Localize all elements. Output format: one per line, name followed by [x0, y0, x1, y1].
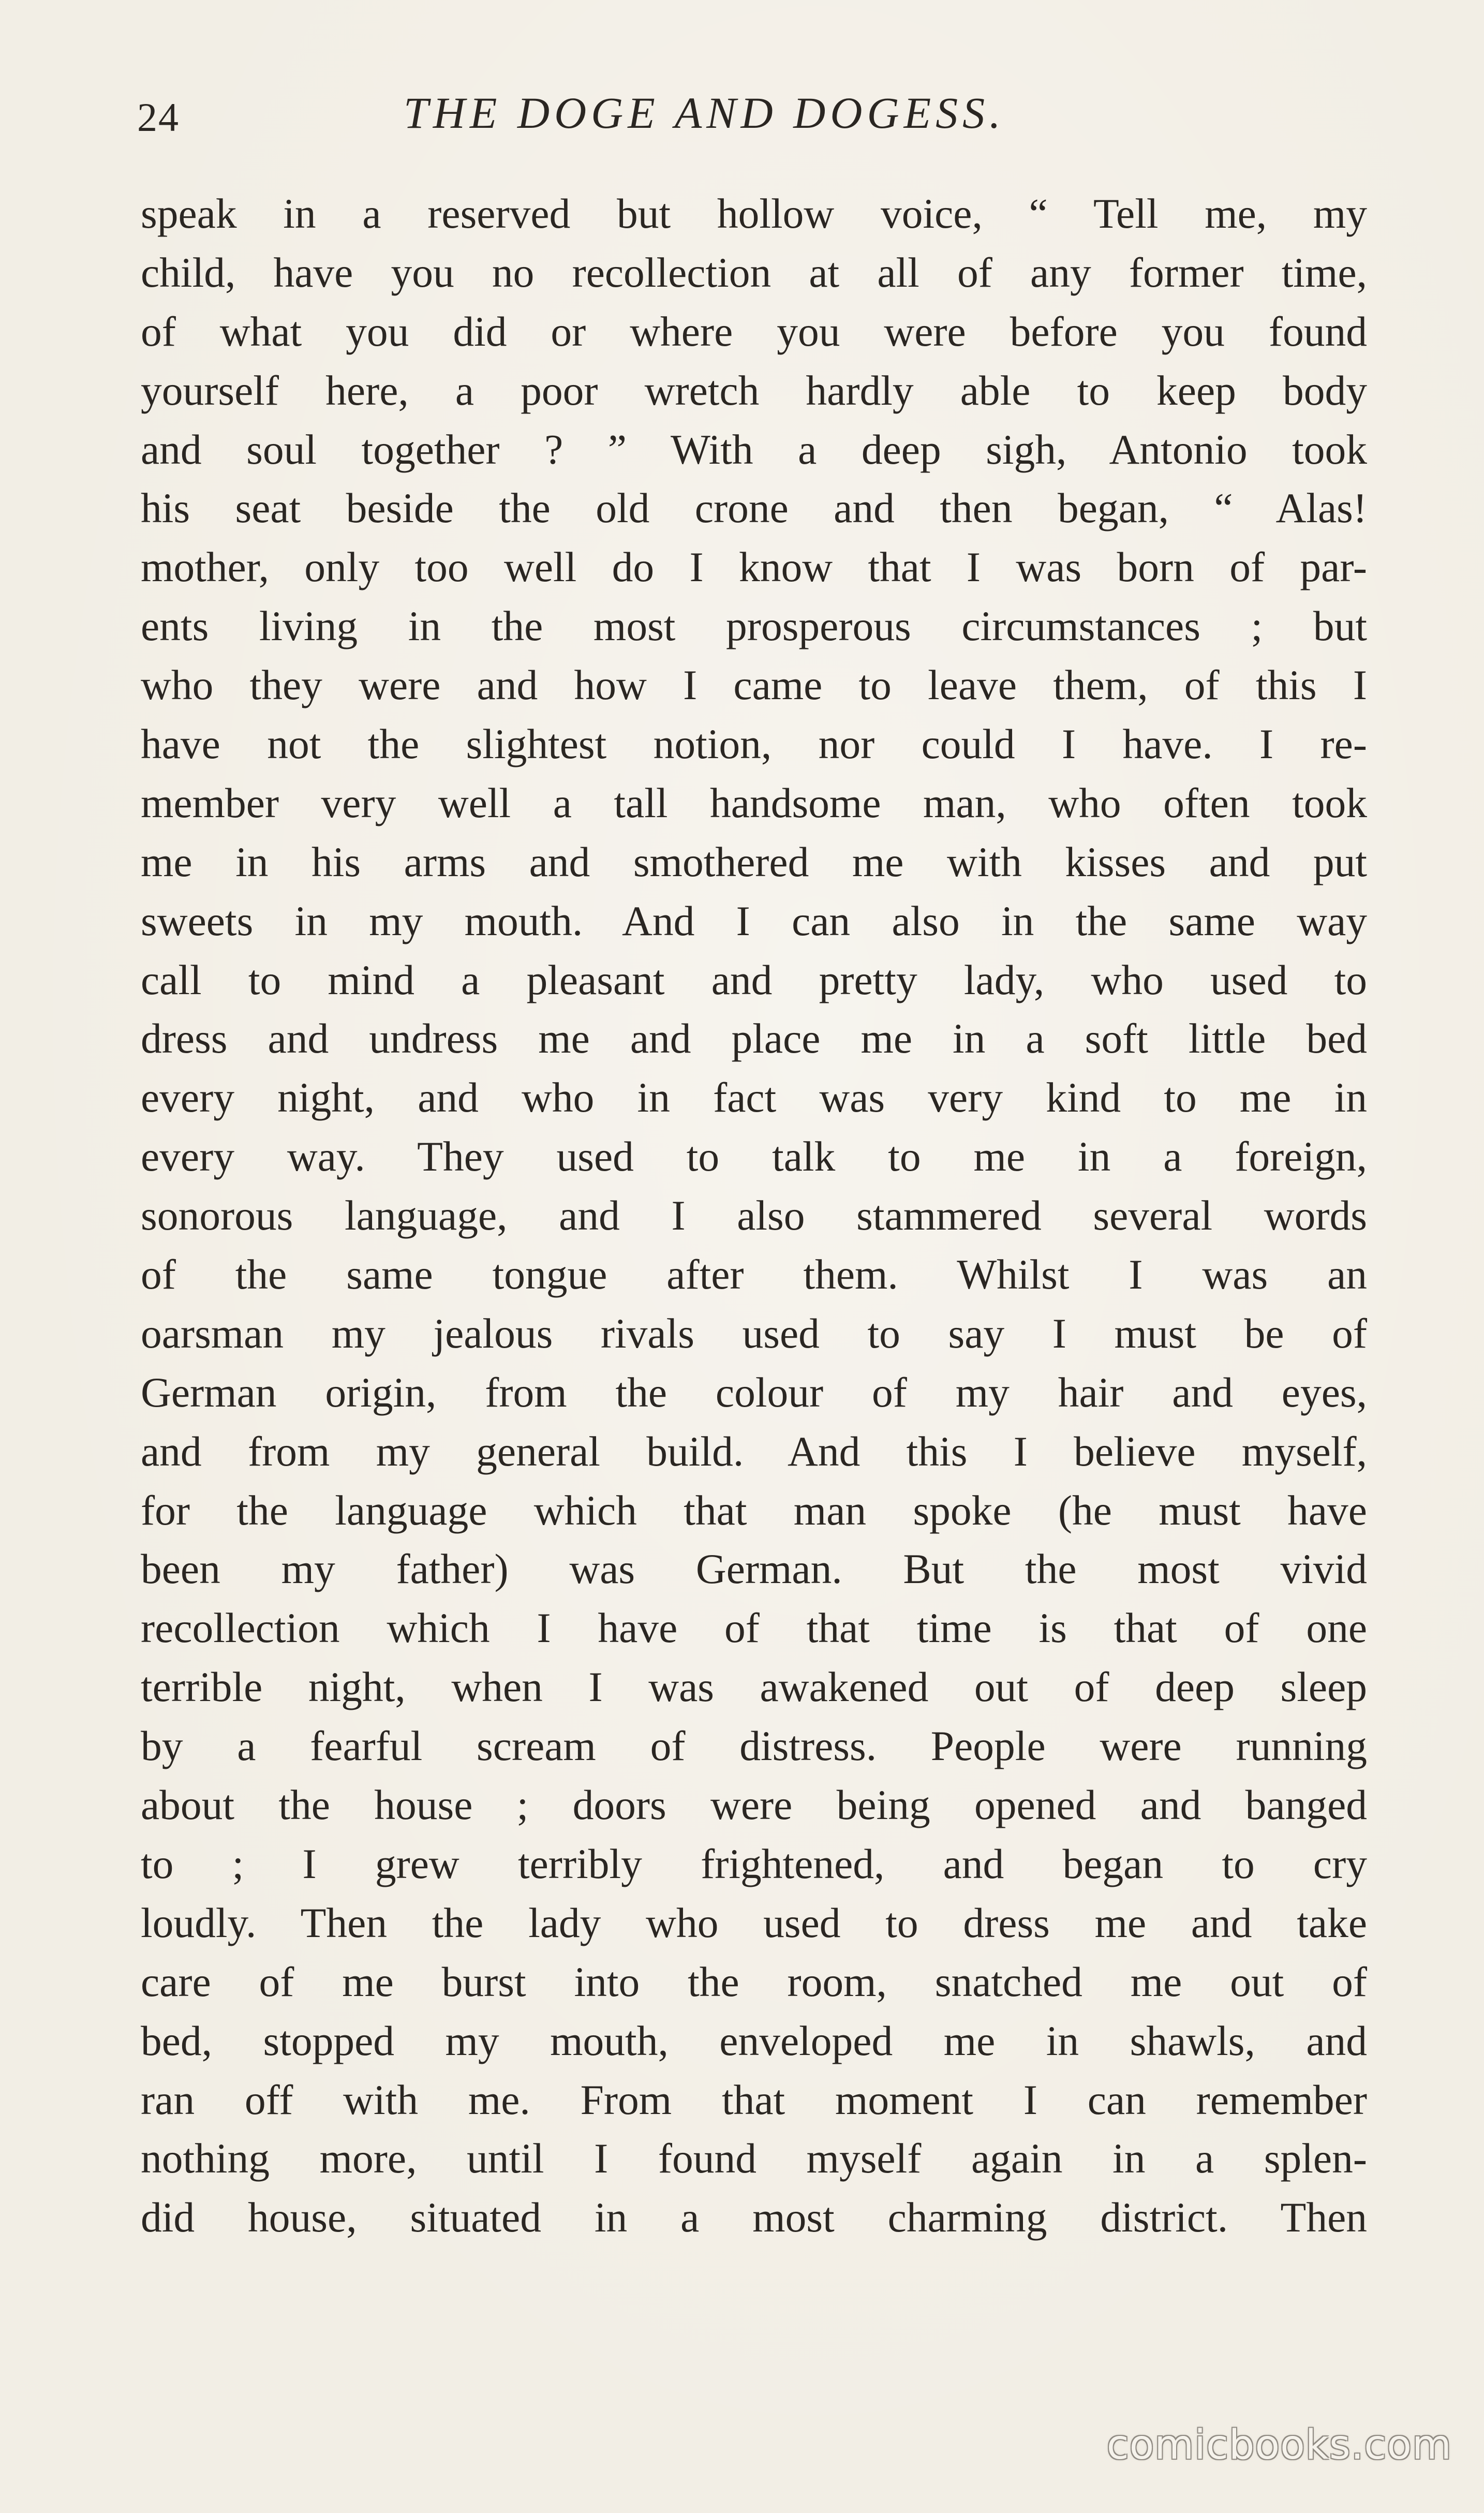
- text-line: German origin, from the colour of my hair and eyes,: [141, 1368, 1367, 1416]
- text-line: care of me burst into the room, snatched me out of: [141, 1958, 1367, 2005]
- text-line: me in his arms and smothered me with kisses and put: [141, 838, 1367, 885]
- text-line: sonorous language, and I also stammered several words: [141, 1192, 1367, 1239]
- text-line: dress and undress me and place me in a soft little bed: [141, 1015, 1367, 1062]
- text-line: bed, stopped my mouth, enveloped me in shawls, and: [141, 2017, 1367, 2064]
- text-line: nothing more, until I found myself again in a splen-: [141, 2135, 1367, 2182]
- running-head: [0, 87, 1484, 144]
- text-line: sweets in my mouth. And I can also in the same way: [141, 897, 1367, 944]
- text-line: ents living in the most prosperous circumstances ; but: [141, 602, 1367, 650]
- text-line: recollection which I have of that time is that of one: [141, 1604, 1367, 1652]
- text-line: terrible night, when I was awakened out of deep sleep: [141, 1663, 1367, 1711]
- text-line: mother, only too well do I know that I was born of par-: [141, 543, 1367, 591]
- text-line: to ; I grew terribly frightened, and began to cry: [141, 1840, 1367, 1887]
- text-line: member very well a tall handsome man, who often took: [141, 779, 1367, 826]
- text-line: every way. They used to talk to me in a foreign,: [141, 1133, 1367, 1180]
- text-line: ran off with me. From that moment I can remember: [141, 2076, 1367, 2123]
- text-line: have not the slightest notion, nor could I have. I re-: [141, 720, 1367, 768]
- body-text: [141, 184, 1367, 2247]
- watermark: comicbooks.com: [1106, 2422, 1452, 2468]
- text-line: oarsman my jealous rivals used to say I must be of: [141, 1309, 1367, 1357]
- text-line: about the house ; doors were being opened and banged: [141, 1781, 1367, 1829]
- text-line: for the language which that man spoke (he must have: [141, 1486, 1367, 1534]
- text-line: did house, situated in a most charming district. Then: [141, 2194, 1367, 2241]
- text-line: speak in a reserved but hollow voice, “ Tell me, my: [141, 190, 1367, 237]
- text-line: and soul together ? ” With a deep sigh, Antonio took: [141, 425, 1367, 473]
- text-line: loudly. Then the lady who used to dress me and take: [141, 1899, 1367, 1946]
- page-number: 24: [137, 95, 180, 140]
- text-line: by a fearful scream of distress. People were running: [141, 1722, 1367, 1770]
- running-title: THE DOGE AND DOGESS.: [404, 88, 1005, 138]
- text-line: his seat beside the old crone and then began, “ Alas!: [141, 484, 1367, 532]
- text-line: who they were and how I came to leave them, of this I: [141, 661, 1367, 709]
- text-line: been my father) was German. But the most vivid: [141, 1545, 1367, 1593]
- text-line: and from my general build. And this I believe myself,: [141, 1427, 1367, 1475]
- text-line: of what you did or where you were before you found: [141, 307, 1367, 355]
- text-line: call to mind a pleasant and pretty lady, who used to: [141, 956, 1367, 1003]
- text-line: yourself here, a poor wretch hardly able to keep body: [141, 366, 1367, 414]
- text-line: every night, and who in fact was very kind to me in: [141, 1074, 1367, 1121]
- text-line: of the same tongue after them. Whilst I was an: [141, 1251, 1367, 1298]
- text-line: child, have you no recollection at all of any former time,: [141, 248, 1367, 296]
